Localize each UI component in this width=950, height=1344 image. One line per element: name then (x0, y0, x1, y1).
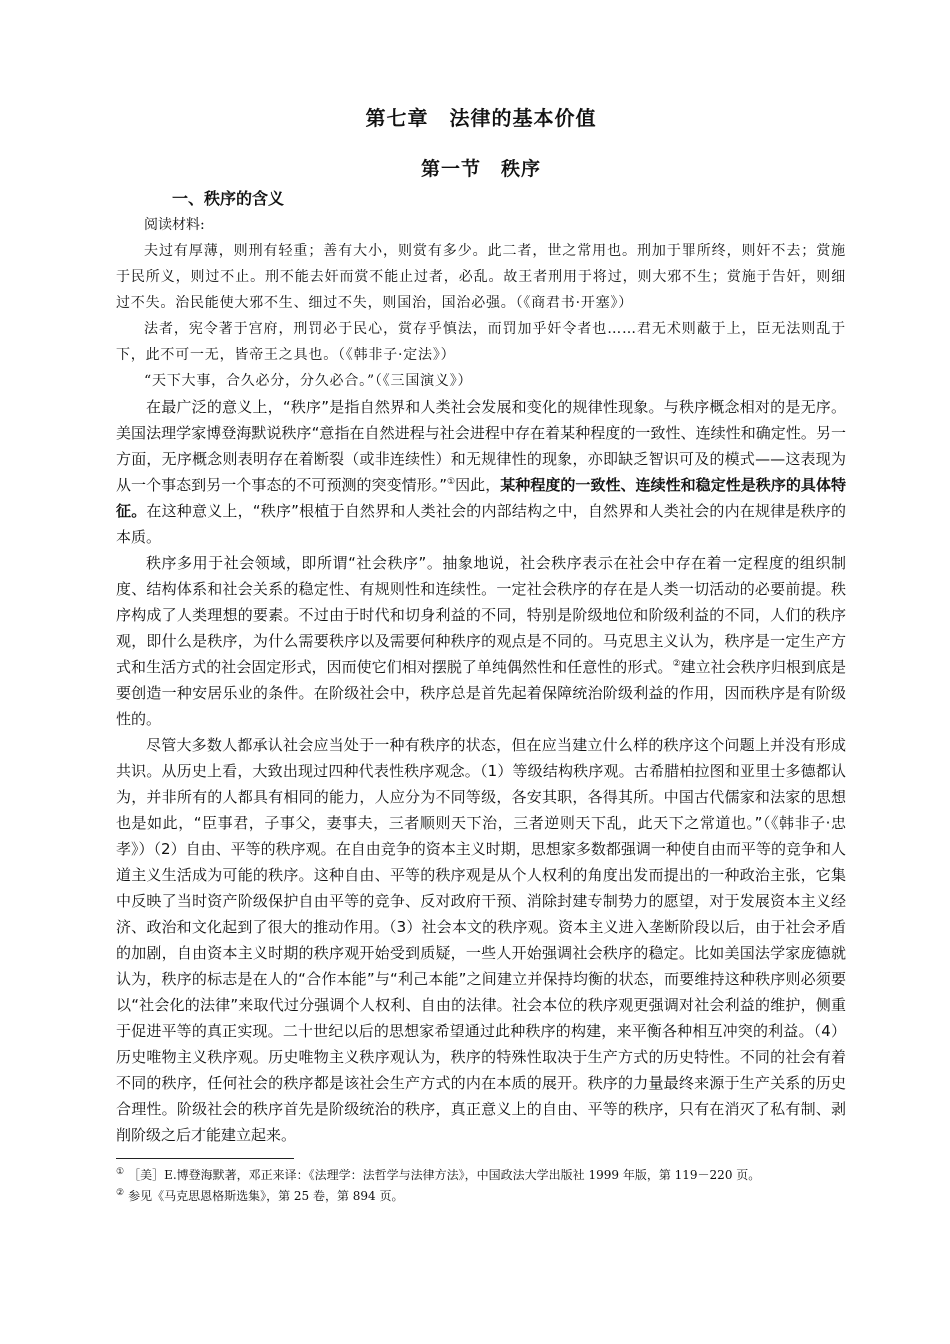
footnote-mark: ① (116, 1167, 125, 1177)
paragraph-text: 在最广泛的意义上，“秩序”是指自然界和人类社会发展和变化的规律性现象。与秩序概念相对的是无序。美国法理学家博登海默说秩序“意指在自然进程与社会进程中存在着某种程度的一致性、连续性和确定性。另一方面，无序概念则表明存在着断裂（或非连续性）和无规律性的现象，亦即缺乏智识可及的模式——这表现为从一个事态到另一个事态的不可预测的突变情形。” (116, 398, 846, 494)
paragraph-order-definition (116, 394, 846, 550)
quote-shangjunshu: 夫过有厚薄，则刑有轻重；善有大小，则赏有多少。此二者，世之常用也。刑加于罪所终，则奸不去；赏施于民所义，则过不止。刑不能去奸而赏不能止过者，必乱。故王者刑用于将过，则大邪不生；赏施于告奸，则细过不失。治民能使大邪不生、细过不失，则国治，国治必强。（《商君书·开塞》） (116, 243, 846, 311)
footnote-text: 参见《马克思恩格斯选集》，第 25 卷，第 894 页。 (128, 1189, 404, 1203)
quote-hanfeizi: 法者，宪令著于宫府，刑罚必于民心，赏存乎慎法，而罚加乎奸令者也……君无术则蔽于上，臣无法则乱于下，此不可一无，皆帝王之具也。（《韩非子·定法》） (116, 321, 846, 363)
footnote-divider (116, 1158, 294, 1159)
footnote-ref-1: ① (447, 477, 456, 487)
paragraph-social-order (116, 550, 846, 732)
document-page (116, 100, 846, 1205)
paragraph-text: 因此， (455, 476, 501, 494)
footnote-2 (116, 1184, 846, 1205)
section-title: 第一节 秩序 (420, 158, 541, 180)
paragraph-order-views: 尽管大多数人都承认社会应当处于一种有秩序的状态，但在应当建立什么样的秩序这个问题上并没有形成共识。从历史上看，大致出现过四种代表性秩序观念。（1）等级结构秩序观。古希腊柏拉图和亚里士多德都认为，并非所有的人都具有相同的能力，人应分为不同等级，各安其职，各得其所。中国古代儒家和法家的思想也是如此，“臣事君，子事父，妻事夫，三者顺则天下治，三者逆则天下乱，此天下之常道也。”（《韩非子·忠孝》）（2）自由、平等的秩序观。在自由竞争的资本主义时期，思想家多数都强调一种使自由而平等的竞争和人道主义生活成为可能的秩序。这种自由、平等的秩序观是从个人权利的角度出发而提出的一种政治主张，它集中反映了当时资产阶级保护自由平等的竞争、反对政府干预、消除封建专制势力的愿望，对于发展资本主义经济、政治和文化起到了很大的推动作用。（3）社会本文的秩序观。资本主义进入垄断阶段以后，由于社会矛盾的加剧，自由资本主义时期的秩序观开始受到质疑，一些人开始强调社会秩序的稳定。比如美国法学家庞德就认为，秩序的标志是在人的“合作本能”与“利己本能”之间建立并保持均衡的状态，而要维持这种秩序则必须要以“社会化的法律”来取代过分强调个人权利、自由的法律。社会本位的秩序观更强调对社会利益的维护，侧重于促进平等的真正实现。二十世纪以后的思想家希望通过此种秩序的构建，来平衡各种相互冲突的利益。（4）历史唯物主义秩序观。历史唯物主义秩序观认为，秩序的特殊性取决于生产方式的历史特性。不同的社会有着不同的秩序，任何社会的秩序都是该社会生产方式的内在本质的展开。秩序的力量最终来源于生产关系的历史合理性。阶级社会的秩序首先是阶级统治的秩序，真正意义上的自由、平等的秩序，只有在消灭了私有制、剥削阶级之后才能建立起来。 (116, 736, 846, 1144)
paragraph-text: 在这种意义上，“秩序”根植于自然界和人类社会的内部结构之中，自然界和人类社会的内在规律是秩序的本质。 (116, 502, 846, 546)
chapter-title: 第七章 法律的基本价值 (365, 106, 597, 130)
emphasis-text: 某种程度的一致性、连续性和稳定性是秩序的具体特征。 (116, 476, 846, 520)
footnote-mark: ② (116, 1188, 125, 1198)
paragraph-text: 建立社会秩序归根到底是要创造一种安居乐业的条件。在阶级社会中，秩序总是首先起着保障统治阶级利益的作用，因而秩序是有阶级性的。 (116, 658, 846, 728)
footnote-text: ［美］E.博登海默著，邓正来译：《法理学：法哲学与法律方法》，中国政法大学出版社 1999 年版，第 119－220 页。 (128, 1168, 761, 1182)
reading-label: 阅读材料: (144, 217, 205, 233)
footnote-1 (116, 1163, 846, 1184)
paragraph-text: 秩序多用于社会领域，即所谓“社会秩序”。抽象地说，社会秩序表示在社会中存在着一定程度的组织制度、结构体系和社会关系的稳定性、有规则性和连续性。一定社会秩序的存在是人类一切活动的必要前提。秩序构成了人类理想的要素。不过由于时代和切身利益的不同，特别是阶级地位和阶级利益的不同，人们的秩序观，即什么是秩序，为什么需要秩序以及需要何种秩序的观点是不同的。马克思主义认为，秩序是一定生产方式和生活方式的社会固定形式，因而使它们相对摆脱了单纯偶然性和任意性的形式。 (116, 554, 846, 676)
subsection-title: 一、秩序的含义 (172, 189, 285, 208)
quote-sanguo: “天下大事，合久必分，分久必合。”（《三国演义》） (144, 373, 473, 389)
footnote-ref-2: ② (672, 659, 681, 669)
